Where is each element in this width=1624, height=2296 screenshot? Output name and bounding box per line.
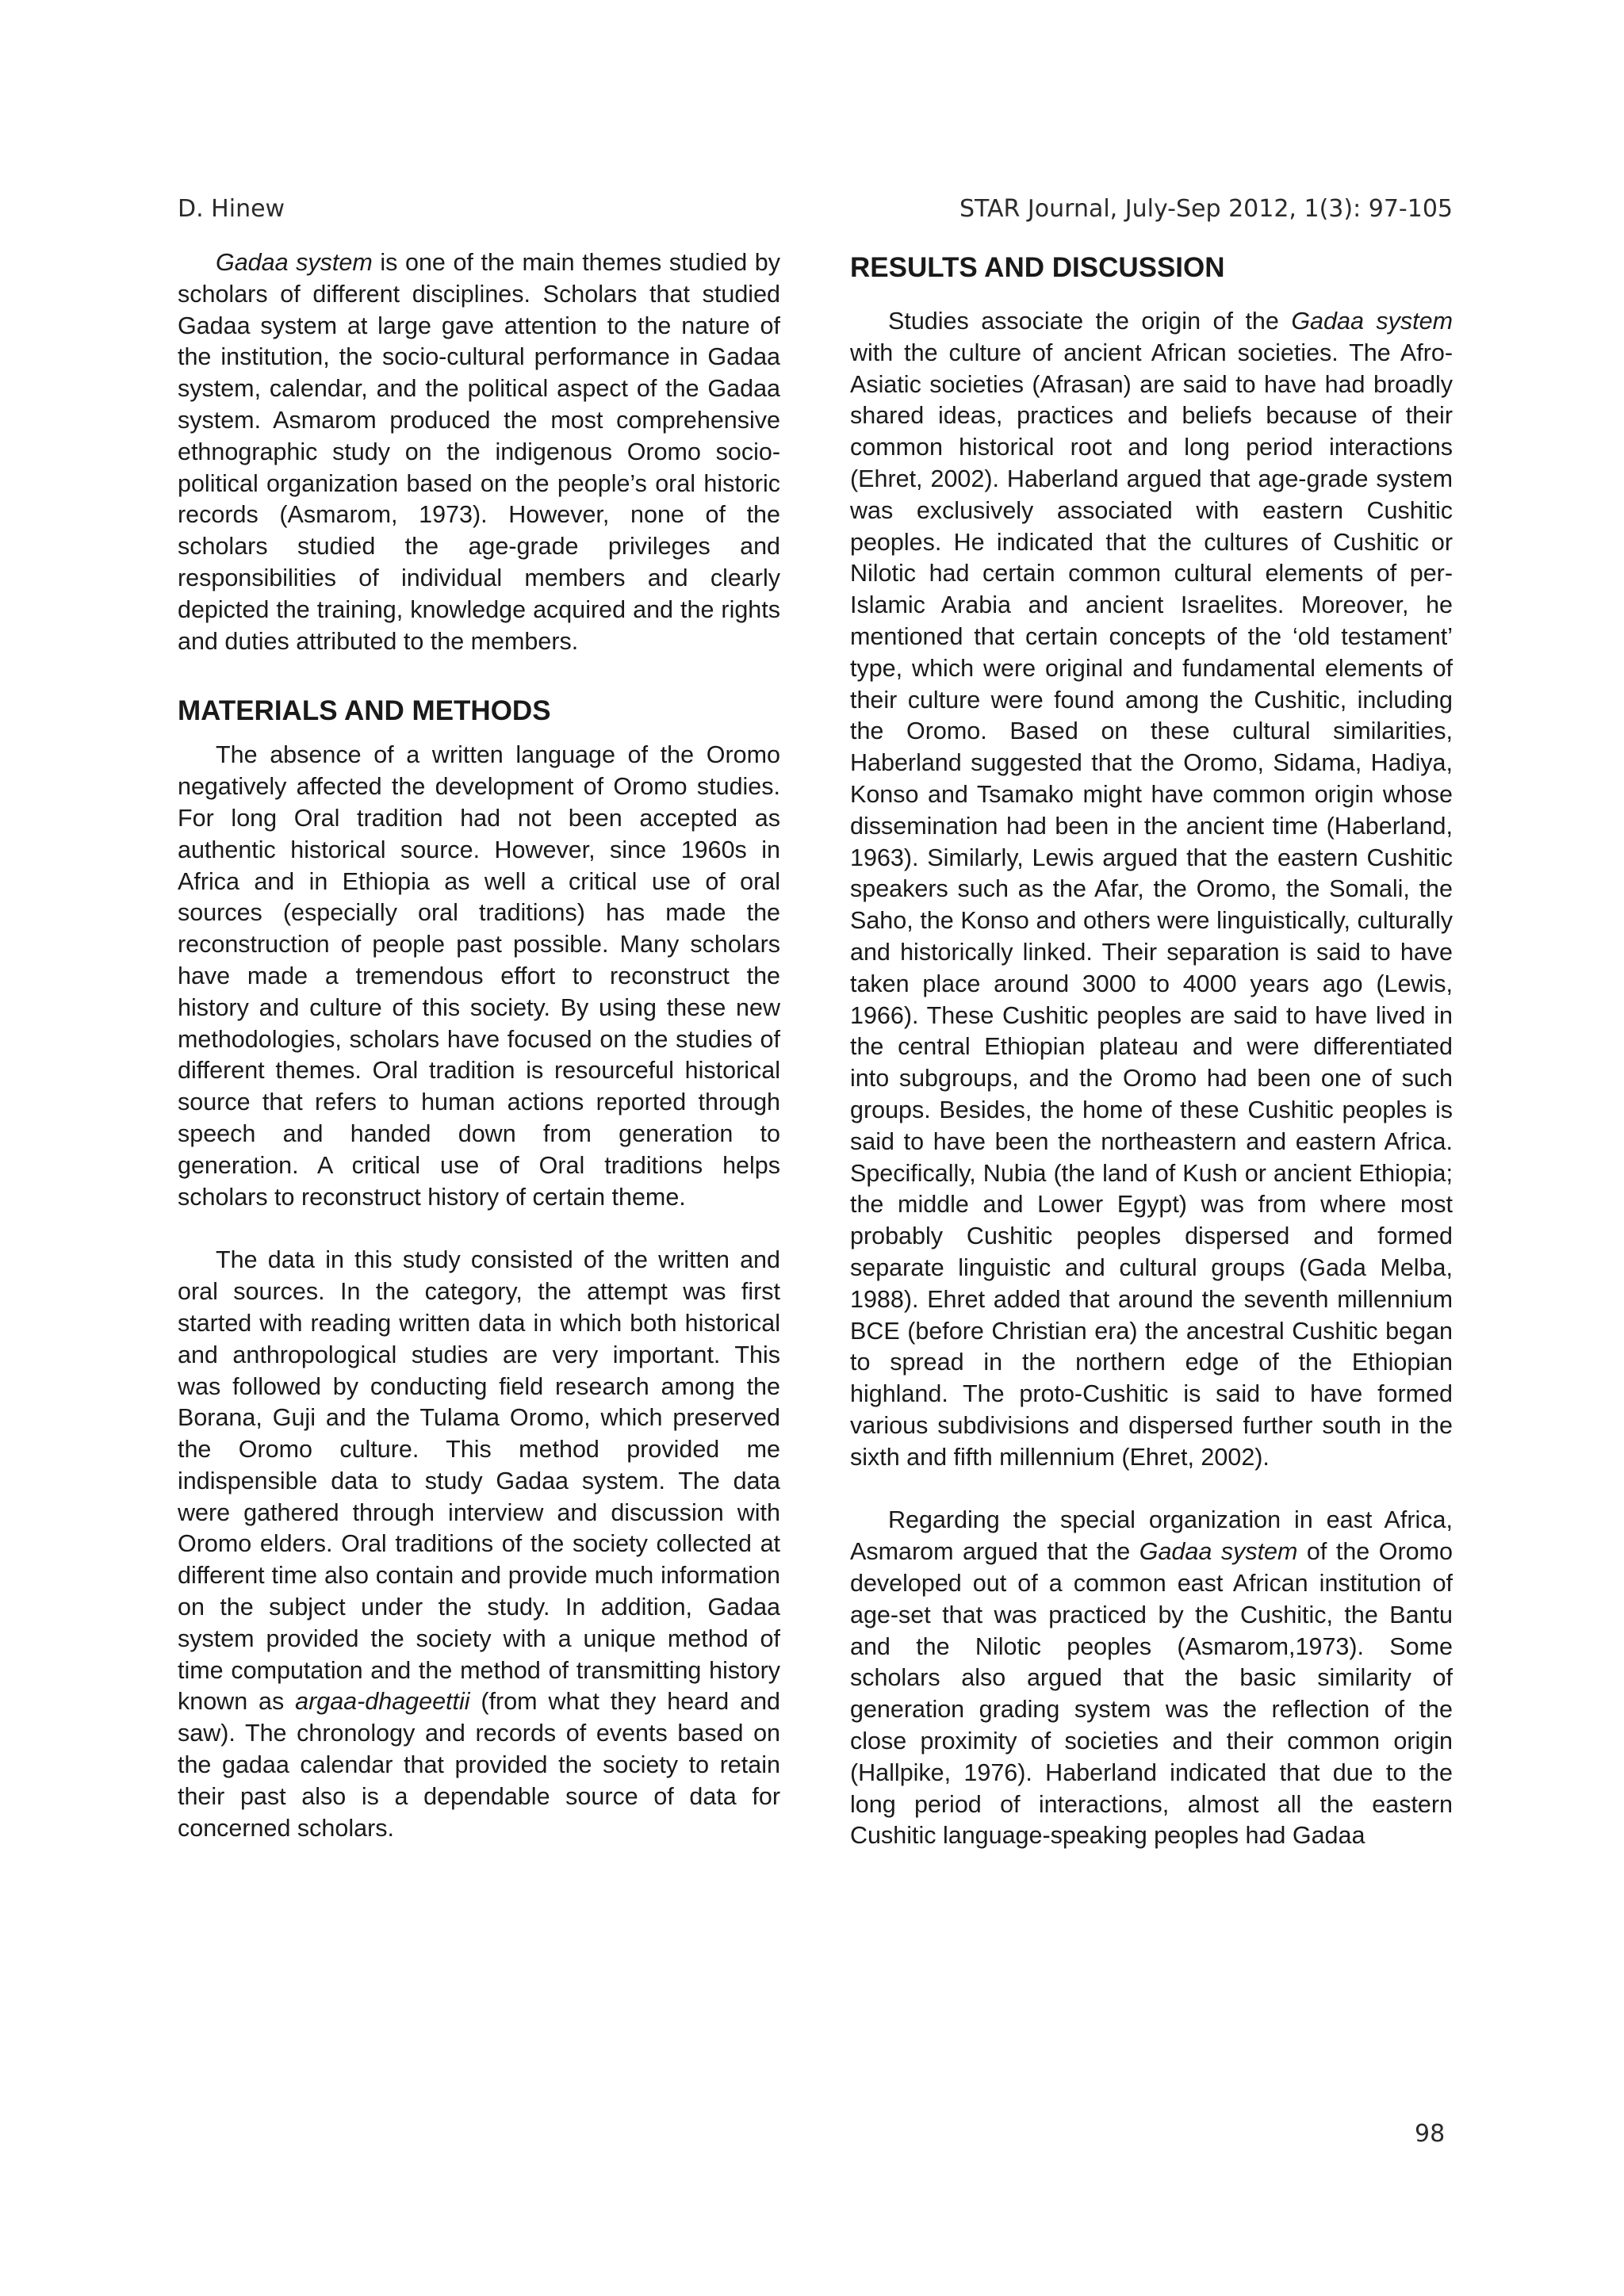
header-journal-citation: STAR Journal, July-Sep 2012, 1(3): 97-105 xyxy=(959,195,1453,223)
results-p2-term: Gadaa system xyxy=(1139,1538,1298,1566)
results-p2-text-after: of the Oromo developed out of a common east African institution of age-set that was practiced by the Cushitic, the Bantu and the Nilotic peoples (Asmarom,1973). Some scholars also argued that the basic similarity of generation grading system was the reflection of the close proximity of societies and their common origin (Hallpike, 1976). Haberland indicated that due to the long period of interactions, almost all the eastern Cushitic language-speaking peoples had Gadaa xyxy=(850,1538,1453,1850)
results-p2-text-before: Regarding the special organization in east Africa, Asmarom argued that the xyxy=(850,1506,1453,1566)
methods-paragraph-1: The absence of a written language of the Oromo negatively affected the development of Oromo studies. For long Oral tradition had not been accepted as authentic historical source. However, since 1960s in Africa and in Ethiopia as well a critical use of oral sources (especially oral traditions) has made the reconstruction of people past possible. Many scholars have made a tremendous effort to reconstruct the history and culture of this society. By using these new methodologies, scholars have focused on the studies of different themes. Oral tradition is resourceful historical source that refers to human actions reported through speech and handed down from generation to generation. A critical use of Oral traditions helps scholars to reconstruct history of certain theme. xyxy=(178,741,780,1211)
intro-text: is one of the main themes studied by scholars of different disciplines. Scholars that studied Gadaa system at large gave attention to the nature of the institution, the socio-cultural performance in Gadaa system, calendar, and the political aspect of the Gadaa system. Asmarom produced the most comprehensive ethnographic study on the indigenous Oromo socio-political organization based on the people’s oral historic records (Asmarom, 1973). However, none of the scholars studied the age-grade privileges and responsibilities of individual members and clearly depicted the training, knowledge acquired and the rights and duties attributed to the members. xyxy=(178,249,780,655)
results-paragraph-2 xyxy=(850,1505,1453,1852)
intro-paragraph xyxy=(178,247,780,657)
results-p1-text-after: with the culture of ancient African societies. The Afro-Asiatic societies (Afrasan) are said to have had broadly shared ideas, practices and beliefs because of their common historical root and long period interactions (Ehret, 2002). Haberland argued that age-grade system was exclusively associated with eastern Cushitic peoples. He indicated that the cultures of Cushitic or Nilotic had certain common cultural elements of per-Islamic Arabia and ancient Israelites. Moreover, he mentioned that certain concepts of the ‘old testament’ type, which were original and fundamental elements of their culture were found among the Cushitic, including the Oromo. Based on these cultural similarities, Haberland suggested that the Oromo, Sidama, Hadiya, Konso and Tsamako might have common origin whose dissemination had been in the ancient time (Haberland, 1963). Similarly, Lewis argued that the eastern Cushitic speakers such as the Afar, the Oromo, the Somali, the Saho, the Konso and others were linguistically, culturally and historically linked. Their separation is said to have taken place around 3000 to 4000 years ago (Lewis, 1966). These Cushitic peoples are said to have lived in the central Ethiopian plateau and were differentiated into subgroups, and the Oromo had been one of such groups. Besides, the home of these Cushitic peoples is said to have been the northeastern and eastern Africa. Specifically, Nubia (the land of Kush or ancient Ethiopia; the middle and Lower Egypt) was from where most probably Cushitic peoples dispersed and formed separate linguistic and cultural groups (Gada Melba, 1988). Ehret added that around the seventh millennium BCE (before Christian era) the ancestral Cushitic began to spread in the northern edge of the Ethiopian highland. The proto-Cushitic is said to have formed various subdivisions and dispersed further south in the sixth and fifth millennium (Ehret, 2002). xyxy=(850,339,1453,1471)
methods-p2-term: argaa-dhageettii xyxy=(295,1688,470,1716)
running-header xyxy=(178,195,1453,230)
right-column xyxy=(850,251,1453,1852)
methods-heading: MATERIALS AND METHODS xyxy=(178,695,551,727)
methods-p2-text-before: The data in this study consisted of the written and oral sources. In the category, the attempt was first started with reading written data in which both historical and anthropological studies are very important. This was followed by conducting field research among the Borana, Guji and the Tulama Oromo, which preserved the Oromo culture. This method provided me indispensible data to study Gadaa system. The data were gathered through interview and discussion with Oromo elders. Oral traditions of the society collected at different time also contain and provide much information on the subject under the study. In addition, Gadaa system provided the society with a unique method of time computation and the method of transmitting history known as xyxy=(178,1246,780,1716)
results-p1-term: Gadaa system xyxy=(1291,308,1453,335)
header-author: D. Hinew xyxy=(178,195,285,223)
results-paragraph-1 xyxy=(850,306,1453,1473)
results-heading: RESULTS AND DISCUSSION xyxy=(850,252,1225,283)
left-column xyxy=(178,247,780,1844)
page-number: 98 xyxy=(1415,2120,1446,2148)
intro-term: Gadaa system xyxy=(216,249,373,276)
methods-p2-text-after: (from what they heard and saw). The chronology and records of events based on the gadaa calendar that provided the society to retain their past also is a dependable source of data for concerned scholars. xyxy=(178,1688,781,1842)
methods-paragraph-2 xyxy=(178,1245,780,1844)
results-p1-text-before: Studies associate the origin of the xyxy=(888,308,1292,335)
